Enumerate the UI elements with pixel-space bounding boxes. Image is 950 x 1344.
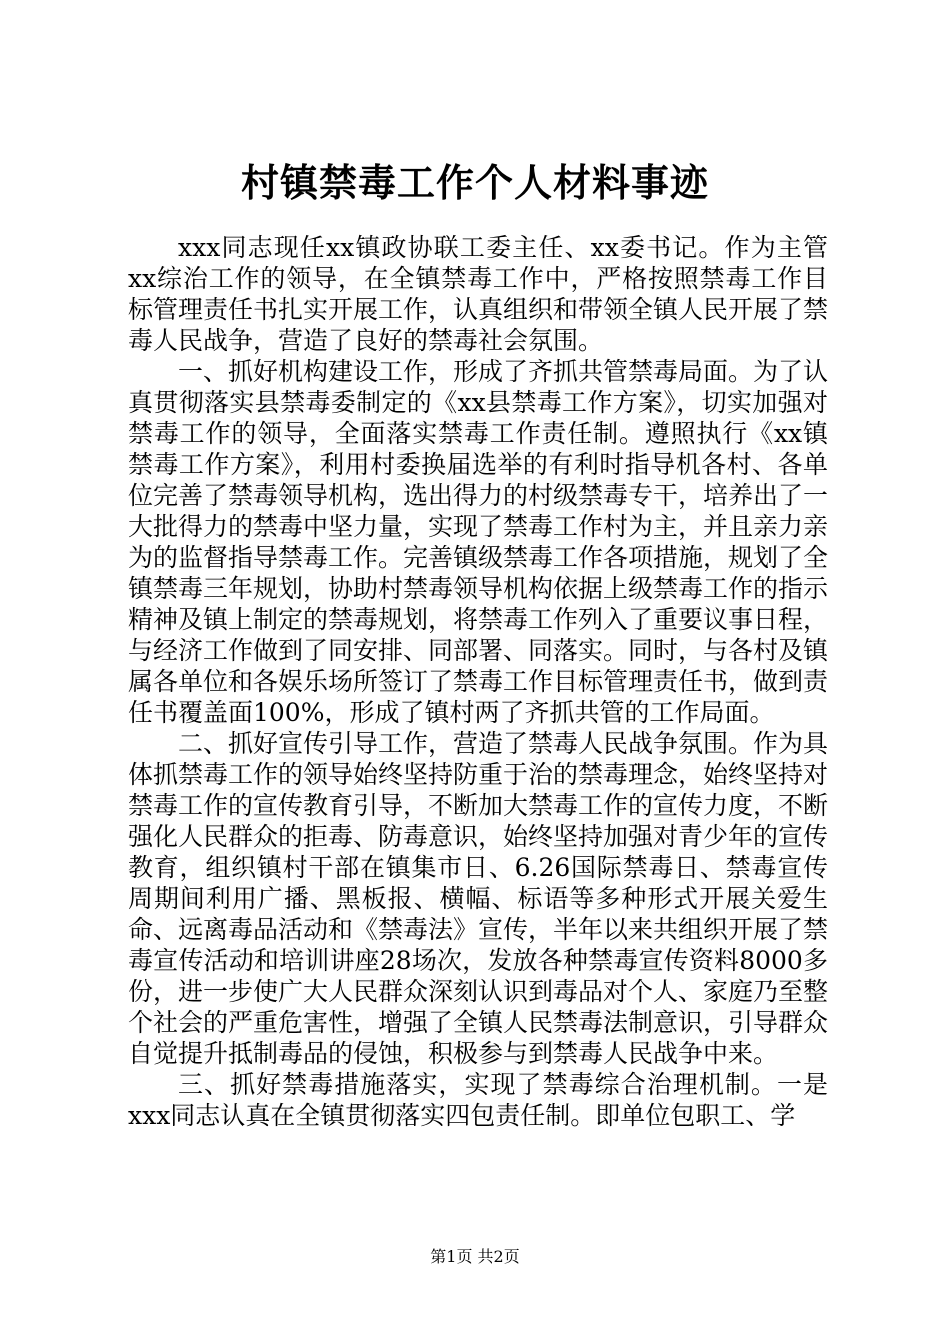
paragraph-section-3: 三、抓好禁毒措施落实，实现了禁毒综合治理机制。一是xxx同志认真在全镇贯彻落实四包责任制。即单位包职工、学 bbox=[128, 1070, 828, 1130]
document-body bbox=[128, 232, 828, 1131]
paragraph-intro: xxx同志现任xx镇政协联工委主任、xx委书记。作为主管xx综治工作的领导，在全镇禁毒工作中，严格按照禁毒工作目标管理责任书扎实开展工作，认真组织和带领全镇人民开展了禁毒人民战争，营造了良好的禁毒社会氛围。 bbox=[128, 233, 829, 355]
document-title: 村镇禁毒工作个人材料事迹 bbox=[240, 160, 709, 205]
paragraph-section-2: 二、抓好宣传引导工作，营造了禁毒人民战争氛围。作为具体抓禁毒工作的领导始终坚持防重于治的禁毒理念，始终坚持对禁毒工作的宣传教育引导，不断加大禁毒工作的宣传力度，不断强化人民群众的拒毒、防毒意识，始终坚持加强对青少年的宣传教育，组织镇村干部在镇集市日、6.26国际禁毒日、禁毒宣传周期间利用广播、黑板报、横幅、标语等多种形式开展关爱生命、远离毒品活动和《禁毒法》宣传，半年以来共组织开展了禁毒宣传活动和培训讲座28场次，发放各种禁毒宣传资料8000多份，进一步使广大人民群众深刻认识到毒品对个人、家庭乃至整个社会的严重危害性，增强了全镇人民禁毒法制意识，引导群众自觉提升抵制毒品的侵蚀，积极参与到禁毒人民战争中来。 bbox=[128, 729, 829, 1068]
paragraph-section-1: 一、抓好机构建设工作，形成了齐抓共管禁毒局面。为了认真贯彻落实县禁毒委制定的《xx县禁毒工作方案》，切实加强对禁毒工作的领导，全面落实禁毒工作责任制。遵照执行《xx镇禁毒工作方案》，利用村委换届选举的有利时指导机各村、各单位完善了禁毒领导机构，选出得力的村级禁毒专干，培养出了一大批得力的禁毒中坚力量，实现了禁毒工作村为主，并且亲力亲为的监督指导禁毒工作。完善镇级禁毒工作各项措施，规划了全镇禁毒三年规划，协助村禁毒领导机构依据上级禁毒工作的指示精神及镇上制定的禁毒规划，将禁毒工作列入了重要议事日程，与经济工作做到了同安排、同部署、同落实。同时，与各村及镇属各单位和各娱乐场所签订了禁毒工作目标管理责任书，做到责任书覆盖面100%，形成了镇村两了齐抓共管的工作局面。 bbox=[128, 357, 829, 727]
page-number-footer: 第1页 共2页 bbox=[430, 1247, 520, 1266]
